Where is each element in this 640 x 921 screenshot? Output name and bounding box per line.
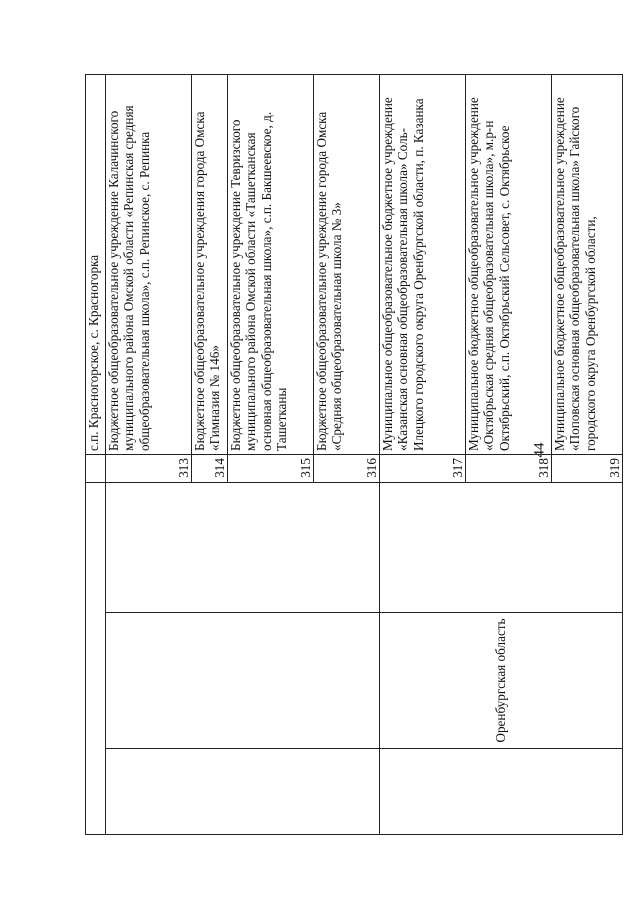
continuation-text: с.п. Красногорское, с. Красногорка bbox=[86, 75, 106, 455]
institution-name: Бюджетное общеобразовательное учреждения города Омска «Гимназия № 146» bbox=[192, 75, 228, 455]
empty-cell bbox=[86, 483, 106, 613]
empty-cell bbox=[380, 749, 623, 835]
row-number: 317 bbox=[380, 455, 466, 483]
empty-cell bbox=[86, 613, 106, 749]
institution-name: Муниципальное бюджетное общеобразовательное учреждение «Октябрьская средняя общеобразовательная школа», м.р-н Октябрьский, с.п. Октябрьский Сельсовет, с. Октябрьское bbox=[466, 75, 552, 455]
rotated-table-container bbox=[85, 75, 622, 835]
row-number: 313 bbox=[106, 455, 192, 483]
table-row-continuation bbox=[86, 75, 106, 835]
empty-cell bbox=[106, 483, 380, 613]
institution-name: Бюджетное общеобразовательное учреждение города Омска «Средняя общеобразовательная школа № 3» bbox=[314, 75, 380, 455]
empty-cell bbox=[106, 749, 380, 835]
institution-name: Бюджетное общеобразовательное учреждение Калачинского муниципального района Омской области «Репинская средняя общеобразовательная школа», с.п. Репинское, с. Репинка bbox=[106, 75, 192, 455]
table-row bbox=[106, 75, 192, 835]
schools-table bbox=[85, 74, 623, 835]
row-number: 315 bbox=[228, 455, 314, 483]
row-number: 318 bbox=[466, 455, 552, 483]
empty-cell bbox=[86, 749, 106, 835]
region-name: Оренбургская область bbox=[380, 613, 623, 749]
empty-cell bbox=[380, 483, 623, 613]
institution-name: Муниципальное общеобразовательное бюджетное учреждение «Казанская основная общеобразовательная школа» Соль-Илецкого городского округа Оренбургской области, п. Казанка bbox=[380, 75, 466, 455]
row-number: 314 bbox=[192, 455, 228, 483]
empty-number-cell bbox=[86, 455, 106, 483]
row-number: 316 bbox=[314, 455, 380, 483]
page-number: 44 bbox=[531, 442, 548, 458]
institution-name: Бюджетное общеобразовательное учреждение Тевризского муниципального района Омской области «Ташетканская основная общеобразовательная школа», с.п. Бакшеевское, д. Ташетканы bbox=[228, 75, 314, 455]
empty-cell bbox=[106, 613, 380, 749]
row-number: 319 bbox=[552, 455, 623, 483]
institution-name: Муниципальное бюджетное общеобразовательное учреждение «Поповская основная общеобразовательная школа» Гайского городского округа Оренбургской области, bbox=[552, 75, 623, 455]
table-row bbox=[380, 75, 466, 835]
